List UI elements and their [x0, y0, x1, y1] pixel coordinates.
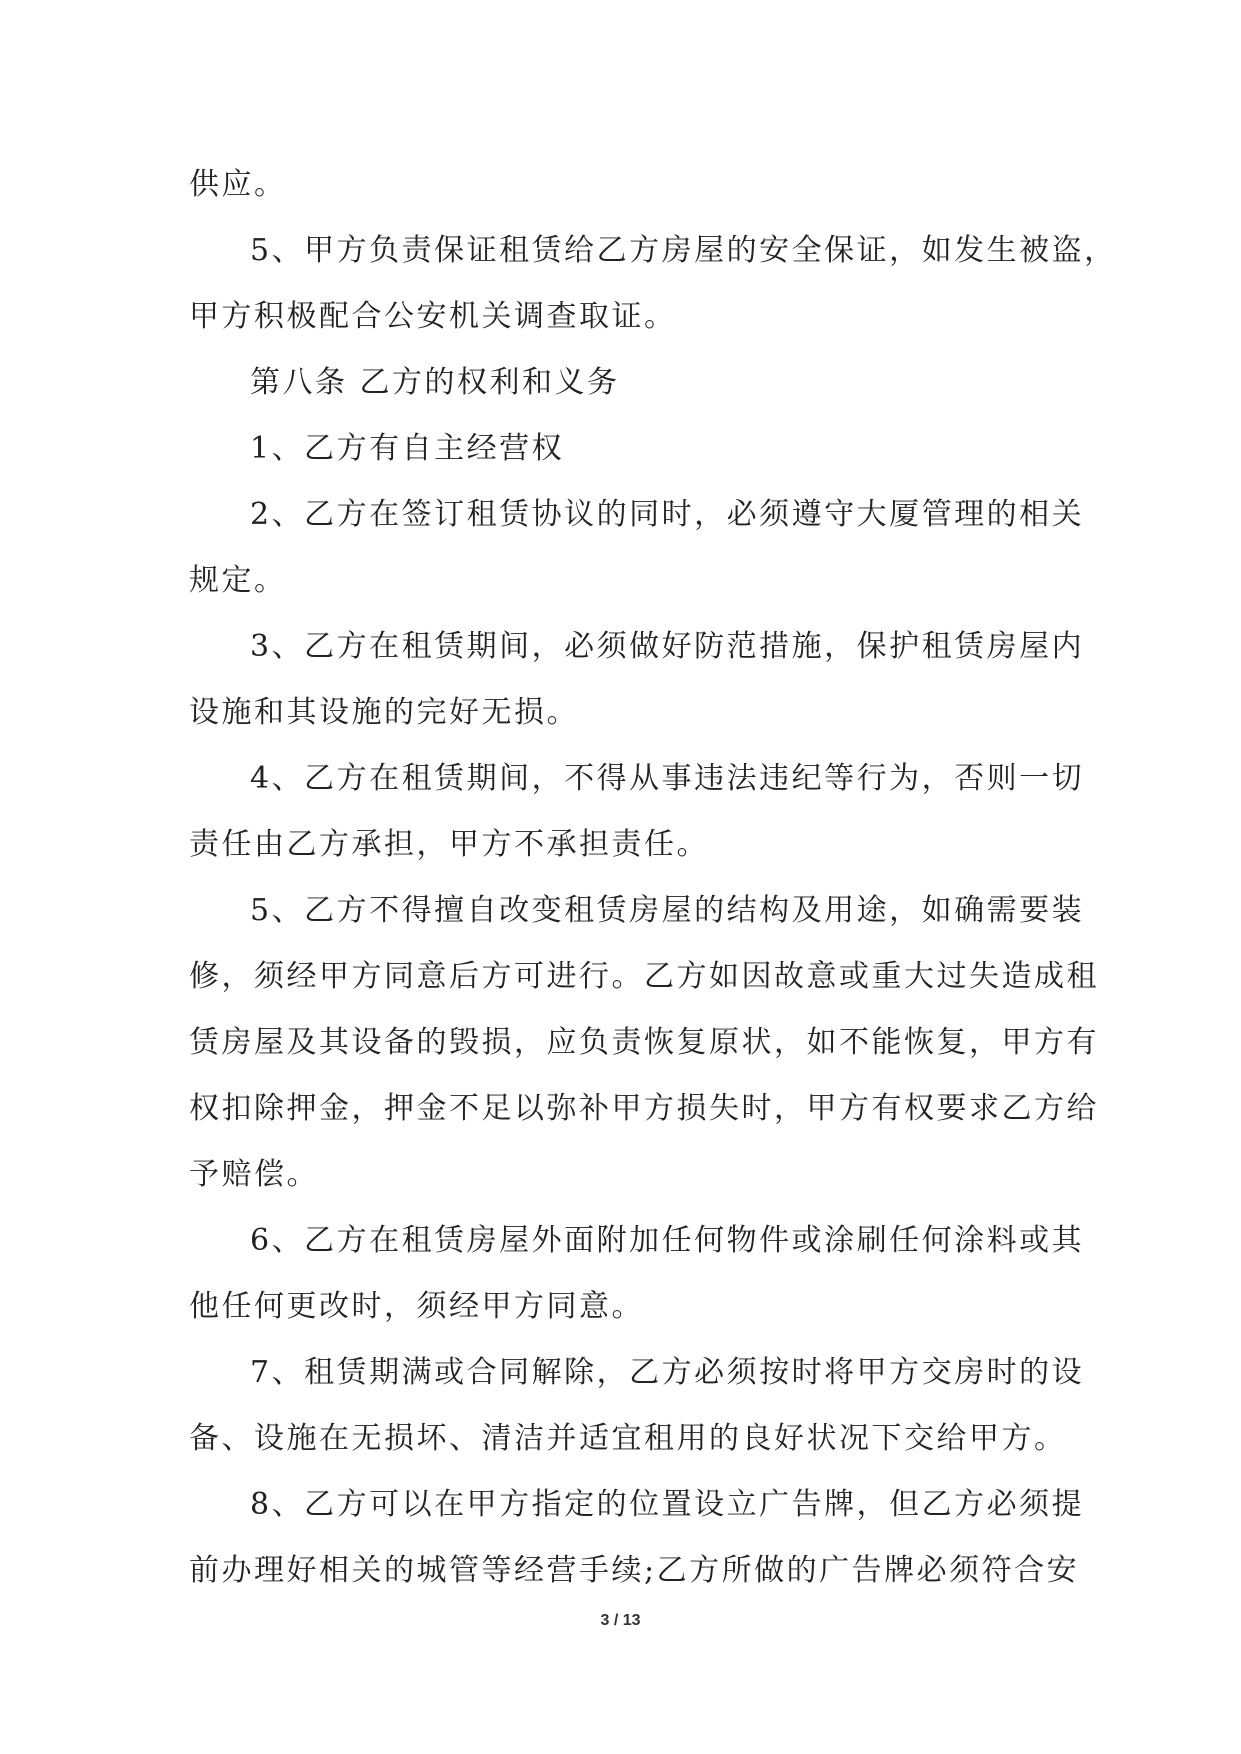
text-line: 5、乙方不得擅自改变租赁房屋的结构及用途，如确需要装 — [250, 893, 1085, 928]
document-body — [189, 152, 1117, 1604]
text-line: 5、甲方负责保证租赁给乙方房屋的安全保证，如发生被盗， — [250, 233, 1117, 268]
text-line: 设施和其设施的完好无损。 — [189, 695, 579, 730]
text-line: 前办理好相关的城管等经营手续;乙方所做的广告牌必须符合安 — [189, 1553, 1080, 1588]
text-line: 权扣除押金，押金不足以弥补甲方损失时，甲方有权要求乙方给 — [189, 1091, 1099, 1126]
text-line: 他任何更改时，须经甲方同意。 — [189, 1289, 644, 1324]
text-line: 规定。 — [189, 563, 287, 598]
text-line: 赁房屋及其设备的毁损，应负责恢复原状，如不能恢复，甲方有 — [189, 1025, 1099, 1060]
text-line: 6、乙方在租赁房屋外面附加任何物件或涂刷任何涂料或其 — [250, 1223, 1085, 1258]
text-line: 2、乙方在签订租赁协议的同时，必须遵守大厦管理的相关 — [250, 497, 1085, 532]
text-line: 8、乙方可以在甲方指定的位置设立广告牌，但乙方必须提 — [250, 1487, 1085, 1522]
text-line: 责任由乙方承担，甲方不承担责任。 — [189, 827, 709, 862]
text-line: 供应。 — [189, 167, 287, 202]
text-line: 备、设施在无损坏、清洁并适宜租用的良好状况下交给甲方。 — [189, 1421, 1067, 1456]
text-line: 7、租赁期满或合同解除，乙方必须按时将甲方交房时的设 — [250, 1355, 1085, 1390]
text-line: 3、乙方在租赁期间，必须做好防范措施，保护租赁房屋内 — [250, 629, 1085, 664]
section-heading: 第八条 乙方的权利和义务 — [250, 365, 620, 400]
page-number: 3 / 13 — [600, 1612, 641, 1629]
text-line: 1、乙方有自主经营权 — [250, 431, 565, 466]
text-line: 予赔偿。 — [189, 1157, 319, 1192]
text-line: 4、乙方在租赁期间，不得从事违法违纪等行为，否则一切 — [250, 761, 1085, 796]
text-line: 修，须经甲方同意后方可进行。乙方如因故意或重大过失造成租 — [189, 959, 1099, 994]
text-line: 甲方积极配合公安机关调查取证。 — [189, 299, 677, 334]
